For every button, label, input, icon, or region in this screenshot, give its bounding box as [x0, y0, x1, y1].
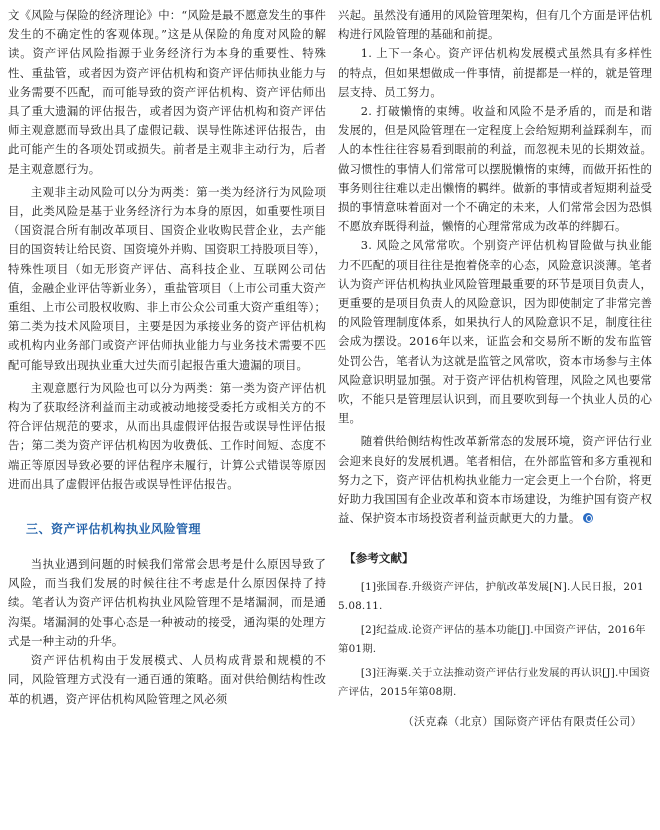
- left-column: [8, 6, 326, 709]
- body-paragraph: 资产评估机构由于发展模式、人员构成背景和规模的不同，风险管理方式没有一通百通的策略。面对供给侧结构性改革的机遇，资产评估机构风险管理之风必须: [8, 653, 326, 706]
- body-paragraph: 1. 上下一条心。资产评估机构发展模式虽然具有多样性的特点，但如果想做成一件事情，前提都是一样的，就是管理层支持、员工努力。: [338, 46, 652, 99]
- reference-item: [2]纪益成.论资产评估的基本功能[J].中国资产评估，2016年第01期.: [338, 624, 646, 655]
- article-end-icon: [583, 513, 593, 523]
- right-column: [338, 6, 652, 729]
- body-paragraph: 主观非主动风险可以分为两类：第一类为经济行为风险项目，此类风险是基于业务经济行为本身的原因，如重要性项目（国资混合所有制改革项目、国资企业收购民营企业，去产能目的国资转让给民资、国资境外并购、国资职工持股项目等），特殊性项目（如无形资产评估、高科技企业、互联网公司估值，金融企业评估等新业务），重盐管项目（上市公司重大资产重组、上市公司股权收购、非上市公众公司重大资产重组等）；第二类为技术风险项目，主要是因为承接业务的资产评估机构或机构内业务部门或资产评估师执业能力与业务技术需要不匹配可能导致出现执业重大过失而引起报告重大遗漏的项目。: [8, 184, 326, 372]
- section-heading: 三、资产评估机构执业风险管理: [26, 522, 202, 537]
- body-paragraph: 主观意愿行为风险也可以分为两类：第一类为资产评估机构为了获取经济利益而主动或被动地接受委托方或相关方的不符合评估规范的要求，从而出具虚假评估报告或误导性评估报告；第二类为资产评估机构因为收费低、工作时间短、态度不端正等原因导致必要的评估程序未履行，计算公式错误等原因进而出具了虚假评估报告或误导性评估报告。: [8, 380, 326, 491]
- body-paragraph: 2. 打破懒惰的束缚。收益和风险不是矛盾的，而是和谐发展的，但是风险管理在一定程度上会给短期利益踩刹车，而人的本性往往容易看到眼前的利益，而忽视未见的长期效益。做习惯性的事情人们常常可以摆脱懒惰的束缚，而做开拓性的事务则往往难以走出懒惰的羁绊。做新的事情或者短期利益受损的事情意味着面对一个不确定的未来，人们常常会因为恐惧不愿放弃既得利益，懒惰的心理常常成为改革的绊脚石。: [338, 104, 652, 234]
- closing-text: 随着供给侧结构性改革新常态的发展环境，资产评估行业会迎来良好的发展机遇。笔者相信，在外部监管和多方重视和努力之下，资产评估机构执业能力一定会更上一个台阶，将更好助力我国国有企业改革和资本市场建设，为维护国有资产权益、保护资本市场投资者利益贡献更大的力量。: [338, 434, 652, 526]
- closing-paragraph: [338, 432, 652, 528]
- body-paragraph: 当执业遇到问题的时候我们常常会思考是什么原因导致了风险，而当我们发展的时候往往不考虑是什么原因保持了持续。笔者认为资产评估机构执业风险管理不是堵漏洞，而是通沟渠。堵漏洞的处事心态是一种被动的接受，通沟渠的处理方式是一种主动的升华。: [8, 557, 326, 648]
- body-paragraph: 文《风险与保险的经济理论》中：“风险是最不愿意发生的事件发生的不确定性的客观体现。”这是从保险的角度对风险的解读。资产评估风险指源于业务经济行为本身的重要性、特殊性、重盐管，或者因为资产评估机构和资产评估师执业能力与业务需要不匹配，而可能导致的资产评估机构、资产评估师出具了重大遗漏的评估报告，或者因为资产评估机构和资产评估师主观意愿而导致出具了虚假记载、误导性陈述评估报告，由此可能产生的各项处罚或损失。前者是主观非主动行为，后者是主观意愿行为。: [8, 8, 326, 176]
- author-affiliation: （沃克森（北京）国际资产评估有限责任公司）: [402, 715, 642, 729]
- body-paragraph: 3. 风险之风常常吹。个别资产评估机构冒险做与执业能力不匹配的项目往往是抱着侥幸的心态，风险意识淡薄。笔者认为资产评估机构执业风险管理最重要的环节是项目负责人，更重要的是项目负责人的风险意识，因为即使制定了非常完善的风险管理制度体系，如果执行人的风险意识不足，制度往往会成为摆设。2016年以来，证监会和交易所不断的发布监管处罚公告，笔者认为这就是监管之风常吹，资本市场参与主体风险意识明显加强。对于资产评估机构管理，风险之风也要常吹，不能只是管理层认识到，而且要吹到每一个执业人员的心里。: [338, 238, 652, 426]
- references-heading: 【参考文献】: [344, 551, 414, 566]
- body-paragraph: 兴起。虽然没有通用的风险管理架构，但有几个方面是评估机构进行风险管理的基础和前提。: [338, 8, 652, 42]
- reference-item: [3]汪海粟.关于立法推动资产评估行业发展的再认识[J].中国资产评估，2015年第08期.: [338, 667, 651, 698]
- reference-item: [1]张国春.升级资产评估，护航改革发展[N].人民日报，2015.08.11.: [338, 581, 644, 612]
